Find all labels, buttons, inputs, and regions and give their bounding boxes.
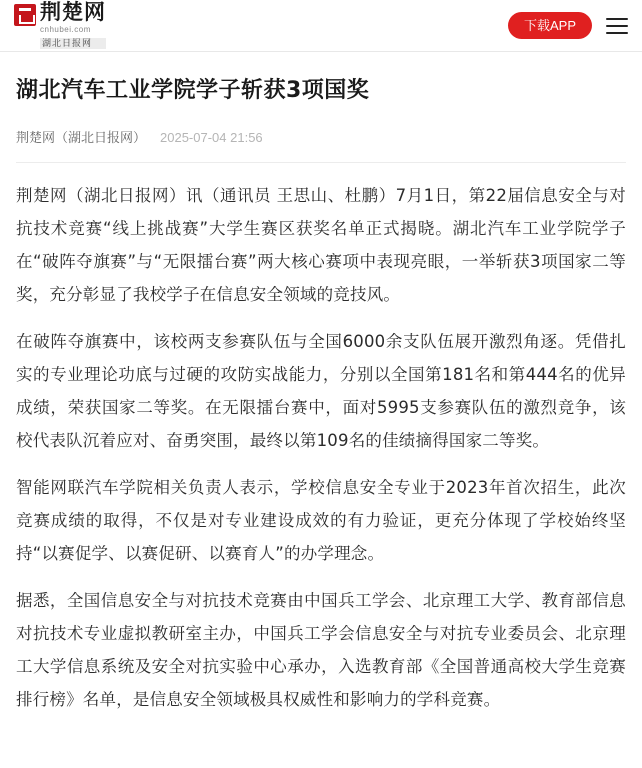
article-source: 荆楚网（湖北日报网） [16,129,147,145]
article-paragraph: 在破阵夺旗赛中，该校两支参赛队伍与全国6000余支队伍展开激烈角逐。凭借扎实的专业理论功底与过硬的攻防实战能力，分别以全国第181名和第444名的优异成绩，荣获国家二等奖。在无限擂台赛中，面对5995支参赛队伍的激烈竞争，该校代表队沉着应对、奋勇突围，最终以第109名的佳绩摘得国家二等奖。 [16,331,626,450]
article-body [16,179,626,716]
logo-subtitle: 湖北日报网 [40,38,106,49]
article-timestamp: 2025-07-04 21:56 [160,129,263,145]
menu-bar-1 [606,18,628,20]
meta-divider [16,162,626,163]
header-actions [508,12,628,40]
site-logo[interactable] [14,2,106,49]
article-paragraph: 智能网联汽车学院相关负责人表示，学校信息安全专业于2023年首次招生，此次竞赛成绩的取得，不仅是对专业建设成效的有力验证，更充分体现了学校始终坚持“以赛促学、以赛促研、以赛育人”的办学理念。 [16,477,626,563]
page-title: 湖北汽车工业学院学子斩获3项国奖 [16,78,370,103]
hamburger-menu-icon[interactable] [606,18,628,34]
menu-bar-3 [606,32,628,34]
article-paragraph: 据悉，全国信息安全与对抗技术竞赛由中国兵工学会、北京理工大学、教育部信息对抗技术专业虚拟教研室主办，中国兵工学会信息安全与对抗专业委员会、北京理工大学信息系统及安全对抗实验中心承办，入选教育部《全国普通高校大学生竞赛排行榜》名单，是信息安全领域极具权威性和影响力的学科竞赛。 [16,590,626,709]
logo-title: 荆楚网 [40,0,106,24]
logo-domain: cnhubei.com [40,25,91,34]
article-meta [16,127,626,146]
logo-text [40,2,106,49]
article-paragraph: 荆楚网（湖北日报网）讯（通讯员 王思山、杜鹏）7月1日，第22届信息安全与对抗技术竞赛“线上挑战赛”大学生赛区获奖名单正式揭晓。湖北汽车工业学院学子在“破阵夺旗赛”与“无限擂台赛”两大核心赛项中表现亮眼，一举斩获3项国家二等奖，充分彰显了我校学子在信息安全领域的竞技风。 [16,185,626,304]
article-container [0,52,642,716]
site-header [0,0,642,52]
download-app-button[interactable]: 下载APP [508,12,592,40]
logo-mark-icon [14,4,36,26]
menu-bar-2 [606,25,628,27]
